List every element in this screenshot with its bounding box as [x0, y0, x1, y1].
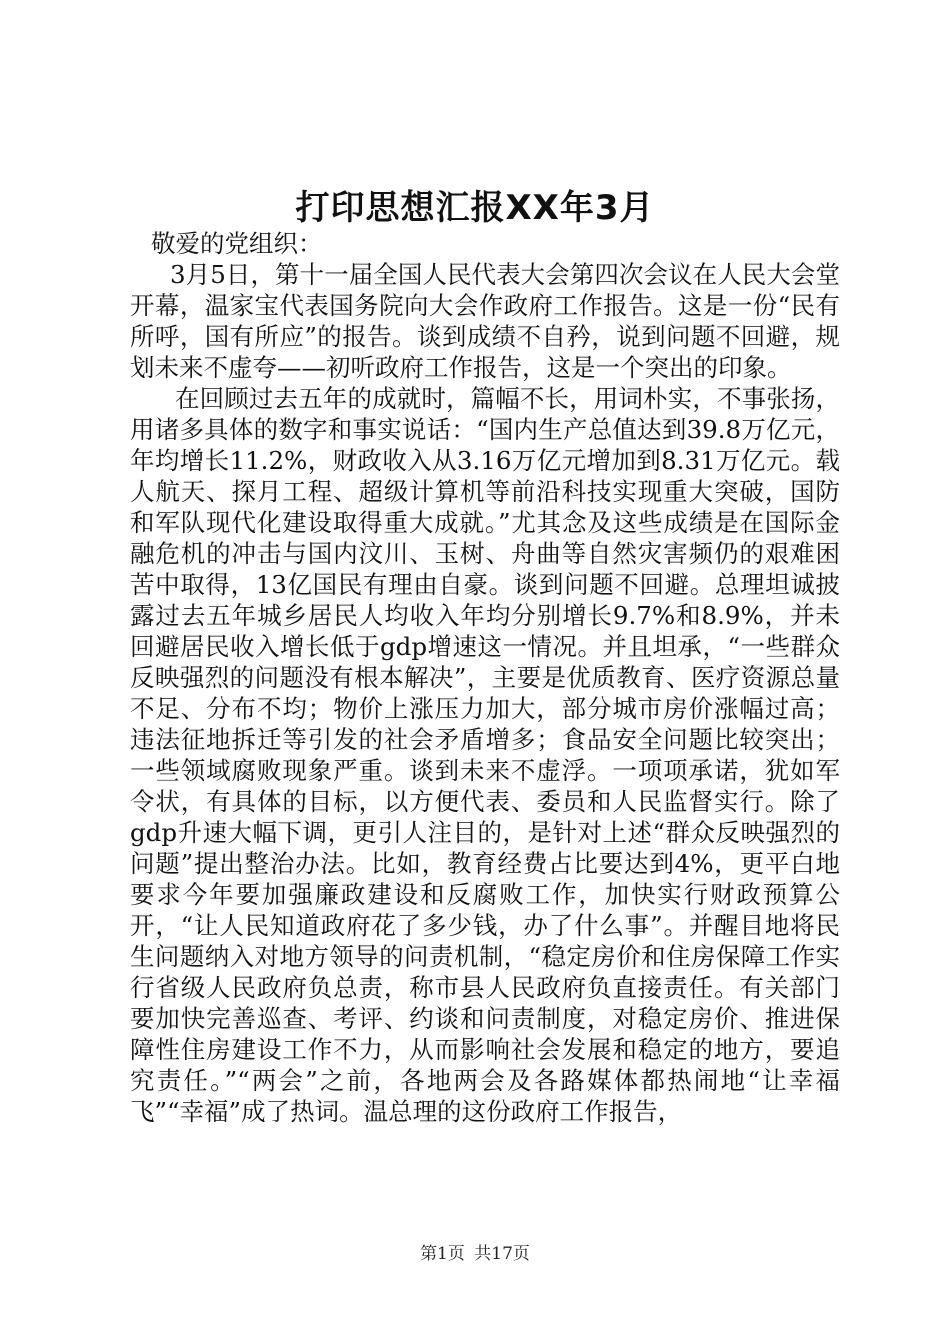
page-number: 第1页: [420, 1244, 465, 1264]
salutation: 敬爱的党组织：: [151, 229, 323, 258]
paragraph-2: 在回顾过去五年的成就时，篇幅不长，用词朴实，不事张扬，用诸多具体的数字和事实说话：“国内生产总值达到39.8万亿元，年均增长11.2%，财政收入从3.16万亿元增加到8.31万亿元。载人航天、探月工程、超级计算机等前沿科技实现重大突破，国防和军队现代化建设取得重大成就。”尤其念及这些成绩是在国际金融危机的冲击与国内汶川、玉树、舟曲等自然灾害频仍的艰难困苦中取得，13亿国民有理由自豪。谈到问题不回避。总理坦诚披露过去五年城乡居民人均收入年均分别增长9.7%和8.9%，并未回避居民收入增长低于gdp增速这一情况。并且坦承，“一些群众反映强烈的问题没有根本解决”，主要是优质教育、医疗资源总量不足、分布不均；物价上涨压力加大，部分城市房价涨幅过高；违法征地拆迁等引发的社会矛盾增多；食品安全问题比较突出；一些领域腐败现象严重。谈到未来不虚浮。一项项承诺，犹如军令状，有具体的目标，以方便代表、委员和人民监督实行。除了gdp升速大幅下调，更引人注目的，是针对上述“群众反映强烈的问题”提出整治办法。比如，教育经费占比要达到4%，更平白地要求今年要加强廉政建设和反腐败工作，加快实行财政预算公开，“让人民知道政府花了多少钱，办了什么事”。并醒目地将民生问题纳入对地方领导的问责机制，“稳定房价和住房保障工作实行省级人民政府负总责，称市县人民政府负直接责任。有关部门要加快完善巡查、考评、约谈和问责制度，对稳定房价、推进保障性住房建设工作不力，从而影响社会发展和稳定的地方，要追究责任。”“两会”之前，各地两会及各路媒体都热闹地“让幸福飞”“幸福”成了热词。温总理的这份政府工作报告，: [130, 384, 840, 1126]
total-pages: 共17页: [474, 1244, 530, 1264]
paragraph-1: 3月5日，第十一届全国人民代表大会第四次会议在人民大会堂开幕，温家宝代表国务院向大会作政府工作报告。这是一份“民有所呼，国有所应”的报告。谈到成绩不自矜，说到问题不回避，规划未来不虚夸——初听政府工作报告，这是一个突出的印象。: [130, 260, 840, 382]
document-title: 打印思想汇报XX年3月: [295, 188, 655, 228]
document-body: [130, 228, 840, 1127]
page-footer: [0, 1242, 950, 1266]
